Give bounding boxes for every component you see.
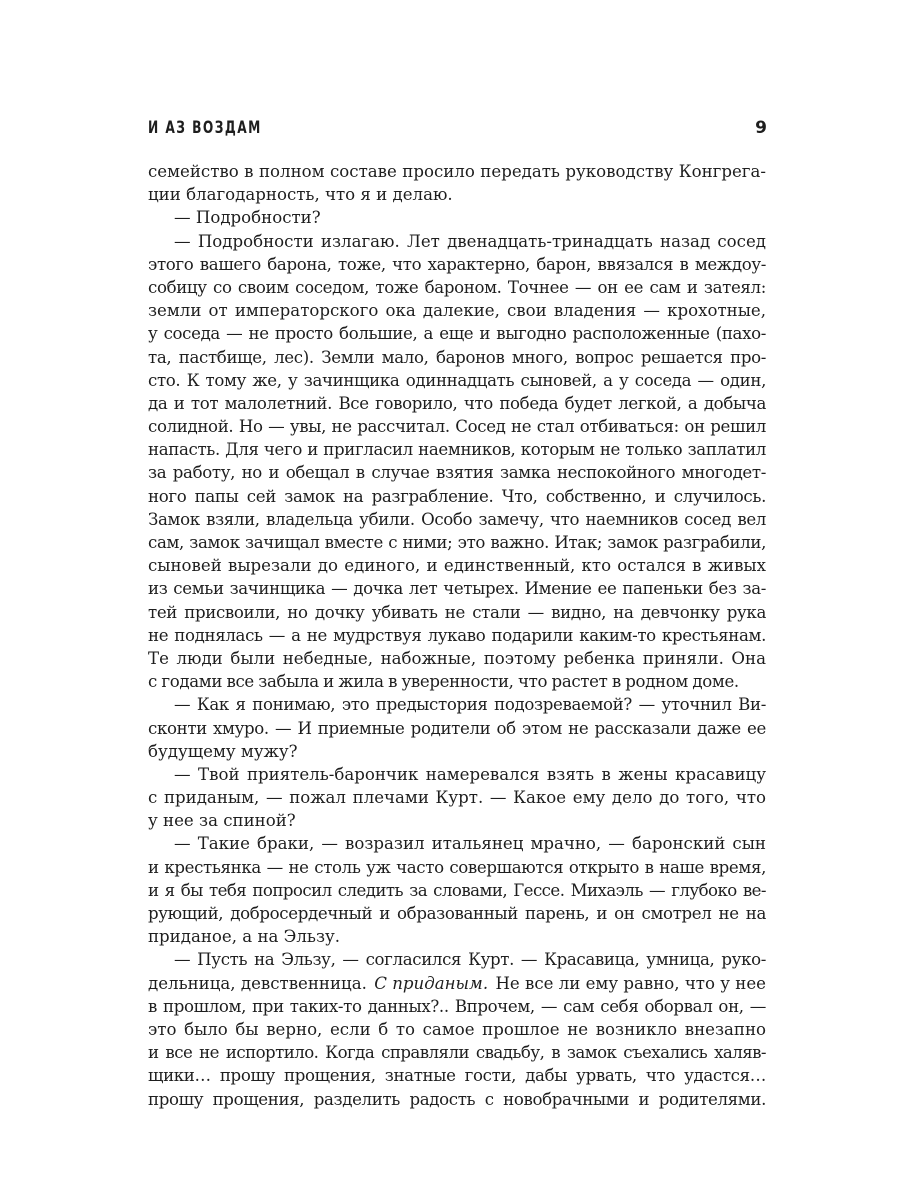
text-line: у нее за спиной? xyxy=(148,811,296,831)
text-line: — Такие браки, — возразил итальянец мрачно, — баронский сын xyxy=(174,834,766,854)
text-line: приданое, а на Эльзу. xyxy=(148,927,341,947)
running-title: И АЗ ВОЗДАМ xyxy=(148,118,262,138)
text-line: собицу со своим соседом, тоже бароном. Точнее — он ее сам и затеял: xyxy=(148,277,766,297)
text-line: Замок взяли, владельца убили. Особо замечу, что наемников сосед вел xyxy=(148,509,766,529)
text-line: да и тот малолетний. Все говорило, что победа будет легкой, а добыча xyxy=(148,393,766,413)
text-line: и я бы тебя попросил следить за словами, Гессе. Михаэль — глубоко ве- xyxy=(148,880,766,900)
text-line: щики… прошу прощения, знатные гости, дабы урвать, что удастся… xyxy=(148,1066,766,1086)
text-line: за работу, но и обещал в случае взятия замка неспокойного многодет- xyxy=(148,463,766,483)
text-line: с приданым, — пожал плечами Курт. — Какое ему дело до того, что xyxy=(148,788,766,808)
text-line: из семьи зачинщика — дочка лет четырех. Имение ее папеньки без за- xyxy=(148,579,766,599)
text-line: это было бы верно, если б то самое прошлое не возникло внезапно xyxy=(148,1019,766,1039)
text-line: — Как я понимаю, это предыстория подозреваемой? — уточнил Ви- xyxy=(174,695,766,715)
text-line: та, пастбище, лес). Земли мало, баронов много, вопрос решается про- xyxy=(148,347,766,367)
text-line: с годами все забыла и жила в уверенности, что растет в родном доме. xyxy=(148,672,739,692)
text-line: сто. К тому же, у зачинщика одиннадцать сыновей, а у соседа — один, xyxy=(148,370,766,390)
text-line: ции благодарность, что я и делаю. xyxy=(148,185,453,205)
body-text xyxy=(148,160,766,1111)
text-fragment: дельница, девственница. xyxy=(148,973,367,993)
italic-phrase: С приданым. xyxy=(374,973,489,993)
text-line: сконти хмуро. — И приемные родители об этом не рассказали даже ее xyxy=(148,718,766,738)
text-line: солидной. Но — увы, не рассчитал. Сосед не стал отбиваться: он решил xyxy=(148,417,766,437)
text-fragment: Не все ли ему равно, что у нее xyxy=(495,973,766,993)
text-line: и крестьянка — не столь уж часто совершаются открыто в наше время, xyxy=(148,857,766,877)
text-line: в прошлом, при таких-то данных?.. Впрочем, — сам себя оборвал он, — xyxy=(148,996,766,1016)
text-line: прошу прощения, разделить радость с новобрачными и родителями. xyxy=(148,1089,766,1109)
text-line: тей присвоили, но дочку убивать не стали — видно, на девчонку рука xyxy=(148,602,766,622)
text-line: напасть. Для чего и пригласил наемников, которым не только заплатил xyxy=(148,440,766,460)
text-line: — Пусть на Эльзу, — согласился Курт. — Красавица, умница, руко- xyxy=(174,950,766,970)
text-line: не поднялась — а не мудрствуя лукаво подарили каким-то крестьянам. xyxy=(148,625,766,645)
text-line: семейство в полном составе просило передать руководству Конгрега- xyxy=(148,162,766,181)
text-line: этого вашего барона, тоже, что характерно, барон, ввязался в междоу- xyxy=(148,254,766,274)
text-line: земли от императорского ока далекие, свои владения — крохотные, xyxy=(148,301,766,321)
text-line: Те люди были небедные, набожные, поэтому ребенка приняли. Она xyxy=(148,648,766,668)
text-line: сам, замок зачищал вместе с ними; это важно. Итак; замок разграбили, xyxy=(148,533,766,552)
text-line: — Подробности? xyxy=(174,208,321,228)
text-line: ного папы сей замок на разграбление. Что, собственно, и случилось. xyxy=(148,486,766,506)
text-line: — Твой приятель-барончик намеревался взять в жены красавицу xyxy=(174,764,766,784)
page-number: 9 xyxy=(755,118,767,138)
text-line-mixed xyxy=(148,972,766,995)
text-line: рующий, добросердечный и образованный парень, и он смотрел не на xyxy=(148,904,766,923)
text-line: — Подробности излагаю. Лет двенадцать-тринадцать назад сосед xyxy=(174,231,766,251)
text-line: у соседа — не просто большие, а еще и выгодно расположенные (пахо- xyxy=(148,324,766,344)
text-line: сыновей вырезали до единого, и единственный, кто остался в живых xyxy=(148,556,766,576)
text-line: будущему мужу? xyxy=(148,741,298,761)
text-line: и все не испортило. Когда справляли свадьбу, в замок съехались халяв- xyxy=(148,1043,766,1063)
